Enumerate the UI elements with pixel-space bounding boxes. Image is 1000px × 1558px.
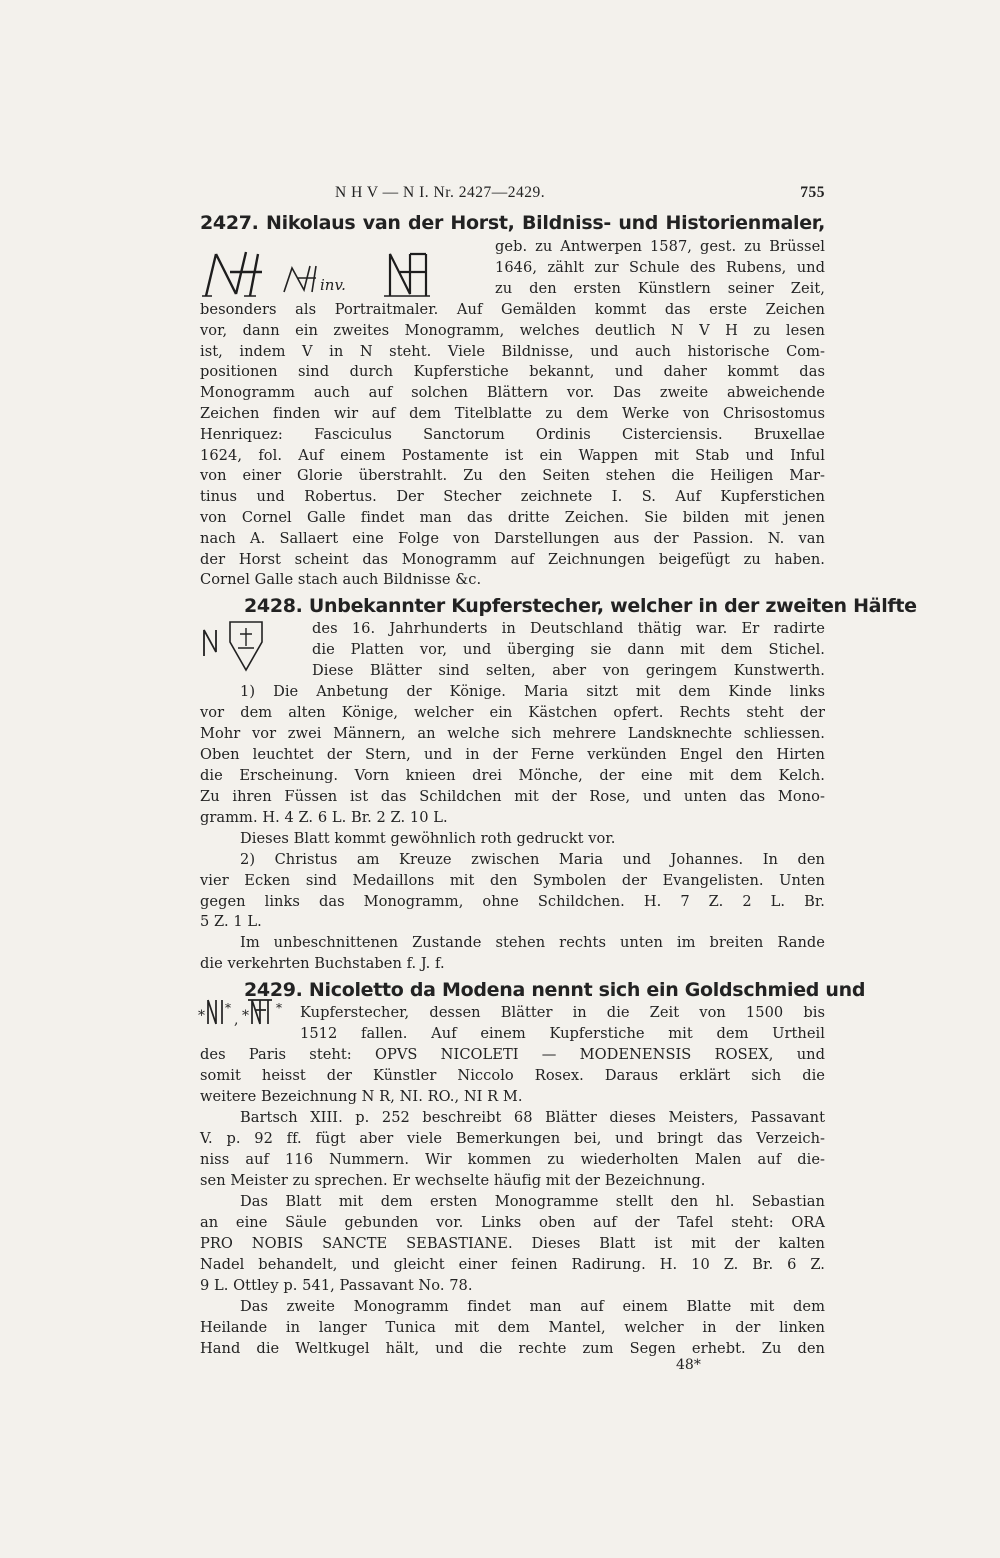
text-line: Das zweite Monogramm findet man auf einem Blatte mit dem [240,1298,825,1315]
page-number: 755 [800,184,825,201]
svg-text:inv.: inv. [320,276,346,294]
text-line: vier Ecken sind Medaillons mit den Symbolen der Evangelisten. Unten [200,872,825,889]
text-line: der Horst scheint das Monogramm auf Zeichnungen beigefügt zu haben. [200,551,825,568]
text-line: Kupferstecher, dessen Blätter in die Zeit von 1500 bis [300,1004,825,1021]
text-line: die verkehrten Buchstaben f. J. f. [200,955,445,972]
svg-text:,: , [234,1012,239,1028]
text-line: 1624, fol. Auf einem Postamente ist ein Wappen mit Stab und Inful [200,447,825,464]
text-line: weitere Bezeichnung N R, NI. RO., NI R M. [200,1088,523,1105]
text-line: positionen sind durch Kupferstiche bekannt, und daher kommt das [200,363,825,380]
monogram-2427-second [280,262,358,298]
text-line: tinus und Robertus. Der Stecher zeichnete I. S. Auf Kupferstichen [200,488,825,505]
text-line: PRO NOBIS SANCTE SEBASTIANE. Dieses Blatt ist mit der kalten [200,1235,825,1252]
text-line: geb. zu Antwerpen 1587, gest. zu Brüssel [495,238,825,255]
text-line: Cornel Galle stach auch Bildnisse &c. [200,571,482,588]
text-line: 2) Christus am Kreuze zwischen Maria und Johannes. In den [240,851,825,868]
text-line: vor dem alten Könige, welcher ein Kästchen opfert. Rechts steht der [200,704,825,721]
text-line: vor, dann ein zweites Monogramm, welches deutlich N V H zu lesen [200,322,825,339]
text-line: zu den ersten Künstlern seiner Zeit, [495,280,825,297]
text-line: 9 L. Ottley p. 541, Passavant No. 78. [200,1277,473,1294]
svg-text:*: * [276,1001,282,1015]
svg-text:*: * [242,1008,249,1024]
text-line: Monogramm auch auf solchen Blättern vor. Das zweite abweichende [200,384,825,401]
text-line: gegen links das Monogramm, ohne Schildchen. H. 7 Z. 2 L. Br. [200,893,825,910]
text-line: die Erscheinung. Vorn knieen drei Mönche, der eine mit dem Kelch. [200,767,825,784]
text-line: besonders als Portraitmaler. Auf Gemälden kommt das erste Zeichen [200,301,825,318]
text-line: Diese Blätter sind selten, aber von geringem Kunstwerth. [312,662,825,679]
text-line: nach A. Sallaert eine Folge von Darstellungen aus der Passion. N. van [200,530,825,547]
text-line: somit heisst der Künstler Niccolo Rosex. Daraus erklärt sich die [200,1067,825,1084]
monogram-2428 [200,612,272,678]
text-line: Hand die Weltkugel hält, und die rechte zum Segen erhebt. Zu den [200,1340,825,1357]
signature-mark: 48* [676,1357,701,1373]
text-line: Mohr vor zwei Männern, an welche sich mehrere Landsknechte schliessen. [200,725,825,742]
text-line: 5 Z. 1 L. [200,913,262,930]
text-line: 2428. Unbekannter Kupferstecher, welcher in der zweiten Hälfte [244,595,917,617]
text-line: Das Blatt mit dem ersten Monogramme stellt den hl. Sebastian [240,1193,825,1210]
text-line: sen Meister zu sprechen. Er wechselte häufig mit der Bezeichnung. [200,1172,706,1189]
text-line: Henriquez: Fasciculus Sanctorum Ordinis Cisterciensis. Bruxellae [200,426,825,443]
text-line: V. p. 92 ff. fügt aber viele Bemerkungen bei, und bringt das Verzeich- [200,1130,825,1147]
running-header [200,184,825,204]
text-line: von Cornel Galle findet man das dritte Zeichen. Sie bilden mit jenen [200,509,825,526]
text-line: Im unbeschnittenen Zustande stehen rechts unten im breiten Rande [240,934,825,951]
text-line: Dieses Blatt kommt gewöhnlich roth gedruckt vor. [240,830,616,847]
text-line: 2429. Nicoletto da Modena nennt sich ein Goldschmied und [244,979,866,1001]
text-line: Zeichen finden wir auf dem Titelblatte zu dem Werke von Chrisostomus [200,405,825,422]
text-line: 2427. Nikolaus van der Horst, Bildniss- und Historienmaler, [200,212,825,234]
text-line: die Platten vor, und überging sie dann mit dem Stichel. [312,641,825,658]
monogram-2427-third [384,250,432,300]
svg-text:*: * [198,1008,205,1024]
running-head: N H V — N I. Nr. 2427—2429. [335,184,546,201]
text-line: des Paris steht: OPVS NICOLETI — MODENENSIS ROSEX, und [200,1046,825,1063]
text-line: ist, indem V in N steht. Viele Bildnisse, und auch historische Com- [200,343,825,360]
text-line: Bartsch XIII. p. 252 beschreibt 68 Blätter dieses Meisters, Passavant [240,1109,825,1126]
text-line: gramm. H. 4 Z. 6 L. Br. 2 Z. 10 L. [200,809,448,826]
text-line: Nadel behandelt, und gleicht einer feinen Radirung. H. 10 Z. Br. 6 Z. [200,1256,825,1273]
svg-text:*: * [225,1001,231,1015]
text-line: 1646, zählt zur Schule des Rubens, und [495,259,825,276]
text-line: Oben leuchtet der Stern, und in der Ferne verkünden Engel den Hirten [200,746,825,763]
text-line: des 16. Jahrhunderts in Deutschland thätig war. Er radirte [312,620,825,637]
text-line: Zu ihren Füssen ist das Schildchen mit der Rose, und unten das Mono- [200,788,825,805]
text-line: 1512 fallen. Auf einem Kupferstiche mit dem Urtheil [300,1025,825,1042]
text-line: an eine Säule gebunden vor. Links oben auf der Tafel steht: ORA [200,1214,825,1231]
text-line: niss auf 116 Nummern. Wir kommen zu wiederholten Malen auf die- [200,1151,825,1168]
text-line: von einer Glorie überstrahlt. Zu den Seiten stehen die Heiligen Mar- [200,467,825,484]
text-line: 1) Die Anbetung der Könige. Maria sitzt mit dem Kinde links [240,683,825,700]
text-line: Heilande in langer Tunica mit dem Mantel, welcher in der linken [200,1319,825,1336]
monogram-2427-first [200,250,280,300]
